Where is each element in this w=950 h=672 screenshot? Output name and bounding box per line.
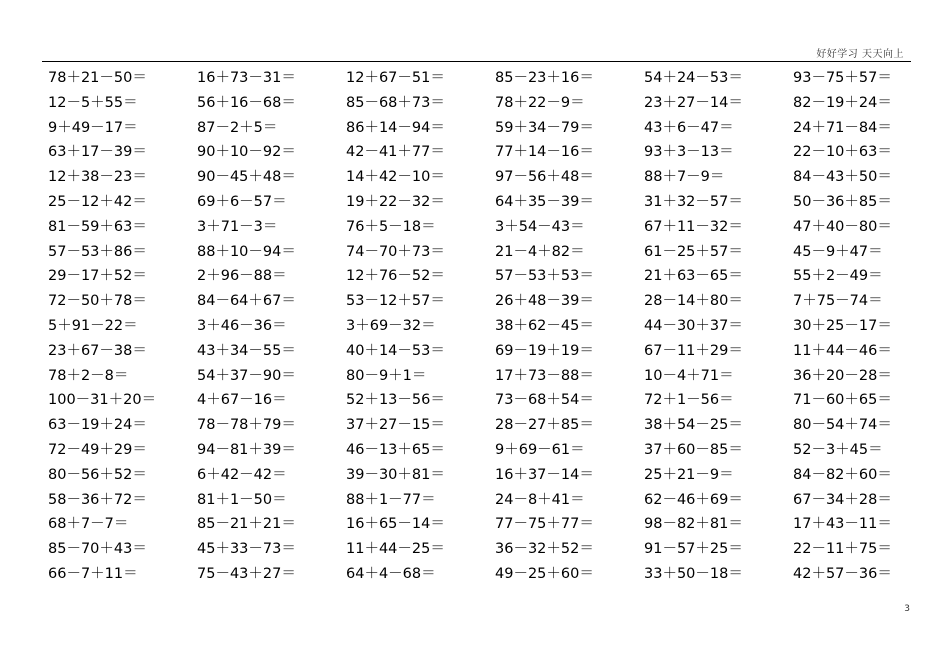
math-problem: 37＋60－85＝ [644,441,743,458]
math-problem: 44－30＋37＝ [644,317,743,334]
math-problem: 25＋21－9＝ [644,466,734,483]
header-text: 好好学习 天天向上 [816,49,904,60]
math-problem: 75－43＋27＝ [197,565,296,582]
math-problem: 58－36＋72＝ [48,491,147,508]
math-problem: 24－8＋41＝ [495,491,585,508]
math-problem: 84－43＋50＝ [793,169,892,186]
math-problem: 64＋4－68＝ [346,565,436,582]
math-problem: 82－19＋24＝ [793,94,892,111]
math-problem: 42－41＋77＝ [346,144,445,161]
math-problem: 21－4＋82＝ [495,243,585,260]
math-problem: 81－59＋63＝ [48,218,147,235]
math-problem: 23＋27－14＝ [644,94,743,111]
math-problem: 88＋1－77＝ [346,491,436,508]
math-problem: 77－75＋77＝ [495,516,594,533]
math-problem: 42＋57－36＝ [793,565,892,582]
math-problem: 36＋20－28＝ [793,367,892,384]
math-problem: 67－34＋28＝ [793,491,892,508]
math-problem: 62－46＋69＝ [644,491,743,508]
math-problem: 78＋21－50＝ [48,70,147,86]
math-problem: 29－17＋52＝ [48,268,147,285]
math-problem: 36－32＋52＝ [495,541,594,558]
math-problem: 53－12＋57＝ [346,293,445,310]
math-problem: 74－70＋73＝ [346,243,445,260]
math-problem: 90－45＋48＝ [197,169,296,186]
math-problem: 24＋71－84＝ [793,119,892,136]
math-problem: 38＋62－45＝ [495,317,594,334]
math-problem: 94－81＋39＝ [197,441,296,458]
math-problem: 46－13＋65＝ [346,441,445,458]
math-problem: 22－10＋63＝ [793,144,892,161]
math-problem: 11＋44－46＝ [793,342,892,359]
math-problem: 12－5＋55＝ [48,94,138,111]
math-problem: 86＋14－94＝ [346,119,445,136]
math-problem: 50－36＋85＝ [793,193,892,210]
math-problem: 87－2＋5＝ [197,119,278,136]
page-number: 3 [904,604,910,614]
math-problem: 4＋67－16＝ [197,392,287,409]
math-problem: 88＋7－9＝ [644,169,725,186]
math-problem: 43＋6－47＝ [644,119,734,136]
math-problem: 77＋14－16＝ [495,144,594,161]
math-problem: 72－49＋29＝ [48,441,147,458]
math-problem: 63＋17－39＝ [48,144,147,161]
math-problem: 98－82＋81＝ [644,516,743,533]
math-problem: 19＋22－32＝ [346,193,445,210]
math-problem: 16＋73－31＝ [197,70,296,86]
math-problem: 3＋71－3＝ [197,218,278,235]
math-problem: 81＋1－50＝ [197,491,287,508]
math-problem: 69－19＋19＝ [495,342,594,359]
math-problem: 9＋69－61＝ [495,441,585,458]
math-problem: 54＋37－90＝ [197,367,296,384]
math-problem: 22－11＋75＝ [793,541,892,558]
math-problem: 69＋6－57＝ [197,193,287,210]
math-problem: 91－57＋25＝ [644,541,743,558]
math-problem: 97－56＋48＝ [495,169,594,186]
math-problem: 3＋54－43＝ [495,218,585,235]
math-problem: 45－9＋47＝ [793,243,883,260]
math-problem: 38＋54－25＝ [644,417,743,434]
math-problem: 64＋35－39＝ [495,193,594,210]
math-problem: 59＋34－79＝ [495,119,594,136]
math-problem: 30＋25－17＝ [793,317,892,334]
math-problem: 39－30＋81＝ [346,466,445,483]
math-problem: 68＋7－7＝ [48,516,129,533]
math-problem: 52＋13－56＝ [346,392,445,409]
math-problem: 78－78＋79＝ [197,417,296,434]
math-problem: 72＋1－56＝ [644,392,734,409]
math-problem: 45＋33－73＝ [197,541,296,558]
math-problem: 57－53＋86＝ [48,243,147,260]
math-problem: 16＋65－14＝ [346,516,445,533]
math-problem: 85－23＋16＝ [495,70,594,86]
math-problem: 47＋40－80＝ [793,218,892,235]
math-problem: 11＋44－25＝ [346,541,445,558]
math-problem: 6＋42－42＝ [197,466,287,483]
math-problem: 26＋48－39＝ [495,293,594,310]
math-problem: 78＋2－8＝ [48,367,129,384]
math-problem: 88＋10－94＝ [197,243,296,260]
math-problem: 16＋37－14＝ [495,466,594,483]
math-problem: 49－25＋60＝ [495,565,594,582]
math-problem: 5＋91－22＝ [48,317,138,334]
math-problem: 12＋76－52＝ [346,268,445,285]
math-problem: 37＋27－15＝ [346,417,445,434]
math-problem: 9＋49－17＝ [48,119,138,136]
math-problem: 90＋10－92＝ [197,144,296,161]
math-problem: 61－25＋57＝ [644,243,743,260]
arithmetic-problem-grid [48,66,942,587]
math-problem: 67＋11－32＝ [644,218,743,235]
math-problem: 52－3＋45＝ [793,441,883,458]
math-problem: 43＋34－55＝ [197,342,296,359]
math-problem: 71－60＋65＝ [793,392,892,409]
math-problem: 63－19＋24＝ [48,417,147,434]
math-problem: 84－82＋60＝ [793,466,892,483]
math-problem: 14＋42－10＝ [346,169,445,186]
math-problem: 80－54＋74＝ [793,417,892,434]
math-problem: 73－68＋54＝ [495,392,594,409]
math-problem: 10－4＋71＝ [644,367,734,384]
math-problem: 78＋22－9＝ [495,94,585,111]
math-problem: 93＋3－13＝ [644,144,734,161]
math-problem: 54＋24－53＝ [644,70,743,86]
math-problem: 17＋43－11＝ [793,516,892,533]
math-problem: 100－31＋20＝ [48,392,157,409]
math-problem: 7＋75－74＝ [793,293,883,310]
math-problem: 17＋73－88＝ [495,367,594,384]
math-problem: 80－9＋1＝ [346,367,427,384]
math-problem: 93－75＋57＝ [793,70,892,86]
math-problem: 56＋16－68＝ [197,94,296,111]
math-problem: 28－27＋85＝ [495,417,594,434]
math-problem: 31＋32－57＝ [644,193,743,210]
math-problem: 40＋14－53＝ [346,342,445,359]
math-problem: 23＋67－38＝ [48,342,147,359]
math-problem: 84－64＋67＝ [197,293,296,310]
math-problem: 2＋96－88＝ [197,268,287,285]
math-problem: 25－12＋42＝ [48,193,147,210]
math-problem: 85－70＋43＝ [48,541,147,558]
math-problem: 76＋5－18＝ [346,218,436,235]
math-problem: 57－53＋53＝ [495,268,594,285]
header-divider [42,61,911,62]
math-problem: 33＋50－18＝ [644,565,743,582]
math-problem: 12＋67－51＝ [346,70,445,86]
math-problem: 80－56＋52＝ [48,466,147,483]
math-problem: 21＋63－65＝ [644,268,743,285]
math-problem: 66－7＋11＝ [48,565,138,582]
math-problem: 55＋2－49＝ [793,268,883,285]
math-problem: 28－14＋80＝ [644,293,743,310]
math-problem: 85－21＋21＝ [197,516,296,533]
math-problem: 67－11＋29＝ [644,342,743,359]
math-problem: 85－68＋73＝ [346,94,445,111]
math-problem: 12＋38－23＝ [48,169,147,186]
math-problem: 3＋69－32＝ [346,317,436,334]
math-problem: 72－50＋78＝ [48,293,147,310]
math-problem: 3＋46－36＝ [197,317,287,334]
